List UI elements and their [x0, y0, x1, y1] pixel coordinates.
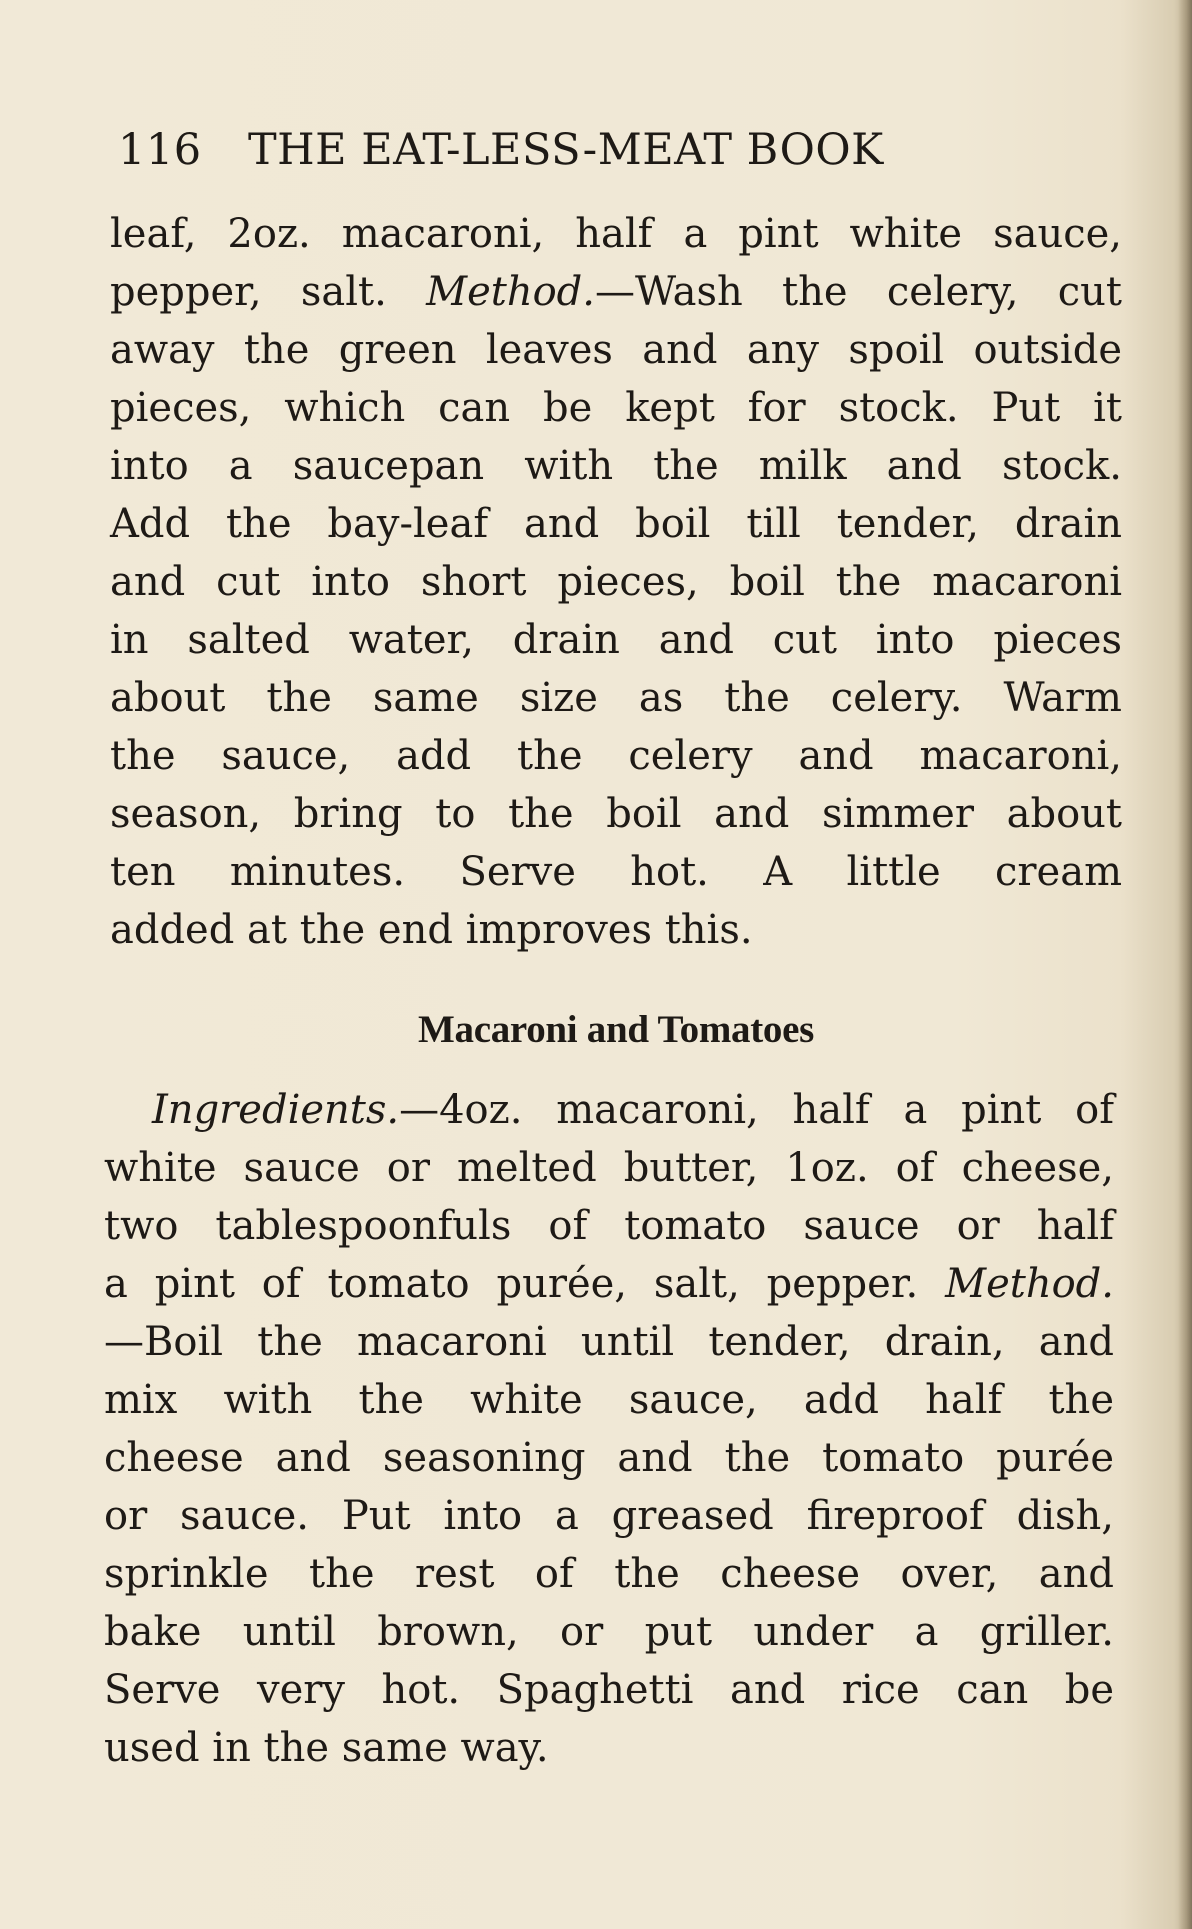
page-binding-edge [1178, 0, 1192, 1929]
text-line: —Boil the macaroni until tender, drain, and [104, 1319, 1114, 1365]
text-line: the sauce, add the celery and macaroni, [110, 733, 1122, 779]
method-label: Method. [945, 1261, 1114, 1307]
text-line: pieces, which can be kept for stock. Put it [110, 385, 1122, 431]
text-line: sprinkle the rest of the cheese over, and [104, 1551, 1114, 1597]
text-line: into a saucepan with the milk and stock. [110, 443, 1122, 489]
book-title: THE EAT-LESS-MEAT BOOK [248, 125, 884, 175]
macaroni-tomatoes-paragraph [104, 1081, 1114, 1777]
text-line: pepper, salt. Method.—Wash the celery, cut [110, 269, 1122, 315]
text-line: leaf, 2oz. macaroni, half a pint white sauce, [110, 211, 1122, 257]
text-line: white sauce or melted butter, 1oz. of cheese, [104, 1145, 1114, 1191]
text-line: used in the same way. [104, 1725, 549, 1771]
text-line: cheese and seasoning and the tomato purée [104, 1435, 1114, 1481]
text-line: or sauce. Put into a greased fireproof dish, [104, 1493, 1114, 1539]
text-line: away the green leaves and any spoil outside [110, 327, 1122, 373]
text-line: in salted water, drain and cut into pieces [110, 617, 1122, 663]
running-head [118, 120, 998, 180]
text-line: Serve very hot. Spaghetti and rice can be [104, 1667, 1114, 1713]
recipe-heading: Macaroni and Tomatoes [417, 1008, 815, 1051]
text-line: Ingredients.—4oz. macaroni, half a pint of [152, 1087, 1114, 1133]
text-line: mix with the white sauce, add half the [104, 1377, 1114, 1423]
celery-macaroni-paragraph [110, 205, 1122, 959]
text-line: Add the bay-leaf and boil till tender, drain [110, 501, 1122, 547]
method-label: Method. [426, 269, 595, 315]
page-number: 116 [118, 125, 202, 175]
text-line: and cut into short pieces, boil the macaroni [110, 559, 1122, 605]
text-line: two tablespoonfuls of tomato sauce or half [104, 1203, 1114, 1249]
text-line: ten minutes. Serve hot. A little cream [110, 849, 1122, 895]
text-line: about the same size as the celery. Warm [110, 675, 1122, 721]
text-line: bake until brown, or put under a griller. [104, 1609, 1114, 1655]
text-line: added at the end improves this. [110, 907, 753, 953]
ingredients-label: Ingredients. [152, 1087, 400, 1133]
text-line: season, bring to the boil and simmer about [110, 791, 1122, 837]
text-line: a pint of tomato purée, salt, pepper. Method. [104, 1261, 1114, 1307]
